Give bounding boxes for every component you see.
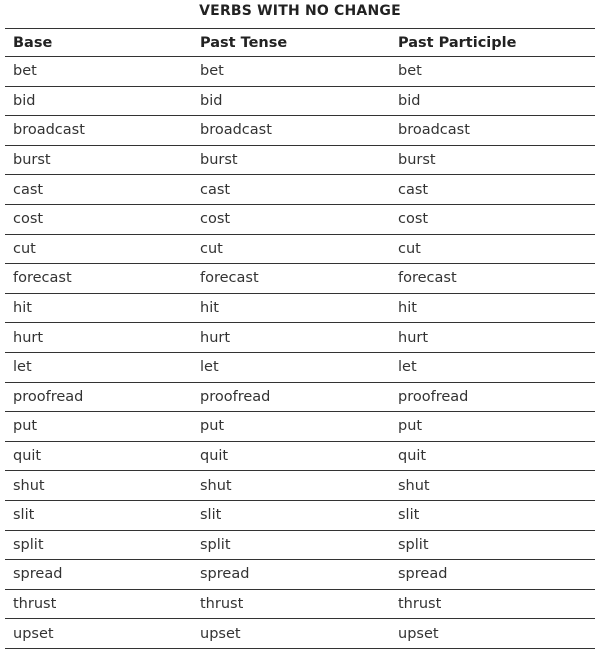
table-row bbox=[5, 145, 595, 175]
cell-past-participle: split bbox=[390, 530, 595, 560]
cell-base: spread bbox=[5, 560, 192, 590]
cell-base: put bbox=[5, 412, 192, 442]
cell-past-participle: proofread bbox=[390, 382, 595, 412]
table-row bbox=[5, 323, 595, 353]
cell-past-participle: slit bbox=[390, 500, 595, 530]
table-row bbox=[5, 57, 595, 87]
cell-past-participle: cost bbox=[390, 204, 595, 234]
cell-past-tense: broadcast bbox=[192, 116, 390, 146]
cell-base: shut bbox=[5, 471, 192, 501]
table-row bbox=[5, 619, 595, 649]
cell-past-tense: hit bbox=[192, 293, 390, 323]
cell-past-tense: put bbox=[192, 412, 390, 442]
cell-past-tense: let bbox=[192, 352, 390, 382]
cell-past-tense: cast bbox=[192, 175, 390, 205]
cell-base: cast bbox=[5, 175, 192, 205]
cell-base: slit bbox=[5, 500, 192, 530]
cell-base: quit bbox=[5, 441, 192, 471]
cell-base: forecast bbox=[5, 264, 192, 294]
cell-base: split bbox=[5, 530, 192, 560]
column-header-past-participle: Past Participle bbox=[390, 29, 595, 57]
table-row bbox=[5, 352, 595, 382]
cell-base: upset bbox=[5, 619, 192, 649]
table-row bbox=[5, 589, 595, 619]
table-row bbox=[5, 264, 595, 294]
cell-past-tense: cut bbox=[192, 234, 390, 264]
cell-past-participle: thrust bbox=[390, 589, 595, 619]
table-row bbox=[5, 530, 595, 560]
cell-past-participle: bid bbox=[390, 86, 595, 116]
cell-base: bid bbox=[5, 86, 192, 116]
table-row bbox=[5, 560, 595, 590]
cell-base: burst bbox=[5, 145, 192, 175]
cell-past-tense: bid bbox=[192, 86, 390, 116]
cell-past-participle: broadcast bbox=[390, 116, 595, 146]
cell-base: bet bbox=[5, 57, 192, 87]
header-row bbox=[5, 29, 595, 57]
cell-past-tense: hurt bbox=[192, 323, 390, 353]
table-row bbox=[5, 471, 595, 501]
table-row bbox=[5, 441, 595, 471]
cell-base: thrust bbox=[5, 589, 192, 619]
table-row bbox=[5, 382, 595, 412]
cell-base: broadcast bbox=[5, 116, 192, 146]
cell-past-tense: bet bbox=[192, 57, 390, 87]
cell-base: let bbox=[5, 352, 192, 382]
cell-past-participle: cast bbox=[390, 175, 595, 205]
cell-past-tense: proofread bbox=[192, 382, 390, 412]
table-row bbox=[5, 175, 595, 205]
verbs-table bbox=[5, 28, 595, 649]
cell-past-participle: upset bbox=[390, 619, 595, 649]
column-header-base: Base bbox=[5, 29, 192, 57]
cell-past-participle: shut bbox=[390, 471, 595, 501]
cell-past-tense: forecast bbox=[192, 264, 390, 294]
cell-past-participle: forecast bbox=[390, 264, 595, 294]
cell-past-participle: spread bbox=[390, 560, 595, 590]
cell-past-tense: split bbox=[192, 530, 390, 560]
cell-past-tense: cost bbox=[192, 204, 390, 234]
table-title: VERBS WITH NO CHANGE bbox=[199, 3, 401, 19]
cell-past-tense: quit bbox=[192, 441, 390, 471]
cell-past-tense: shut bbox=[192, 471, 390, 501]
cell-past-participle: hit bbox=[390, 293, 595, 323]
cell-past-participle: burst bbox=[390, 145, 595, 175]
cell-past-tense: thrust bbox=[192, 589, 390, 619]
cell-base: cost bbox=[5, 204, 192, 234]
cell-past-participle: put bbox=[390, 412, 595, 442]
table-row bbox=[5, 116, 595, 146]
cell-past-participle: bet bbox=[390, 57, 595, 87]
cell-base: cut bbox=[5, 234, 192, 264]
cell-past-participle: cut bbox=[390, 234, 595, 264]
cell-past-participle: let bbox=[390, 352, 595, 382]
cell-base: hurt bbox=[5, 323, 192, 353]
cell-past-tense: slit bbox=[192, 500, 390, 530]
cell-past-tense: spread bbox=[192, 560, 390, 590]
cell-past-tense: upset bbox=[192, 619, 390, 649]
table-row bbox=[5, 86, 595, 116]
cell-past-participle: hurt bbox=[390, 323, 595, 353]
cell-past-tense: burst bbox=[192, 145, 390, 175]
table-row bbox=[5, 293, 595, 323]
cell-base: proofread bbox=[5, 382, 192, 412]
table-row bbox=[5, 500, 595, 530]
cell-base: hit bbox=[5, 293, 192, 323]
table-row bbox=[5, 412, 595, 442]
cell-past-participle: quit bbox=[390, 441, 595, 471]
column-header-past-tense: Past Tense bbox=[192, 29, 390, 57]
table-row bbox=[5, 234, 595, 264]
table-row bbox=[5, 204, 595, 234]
